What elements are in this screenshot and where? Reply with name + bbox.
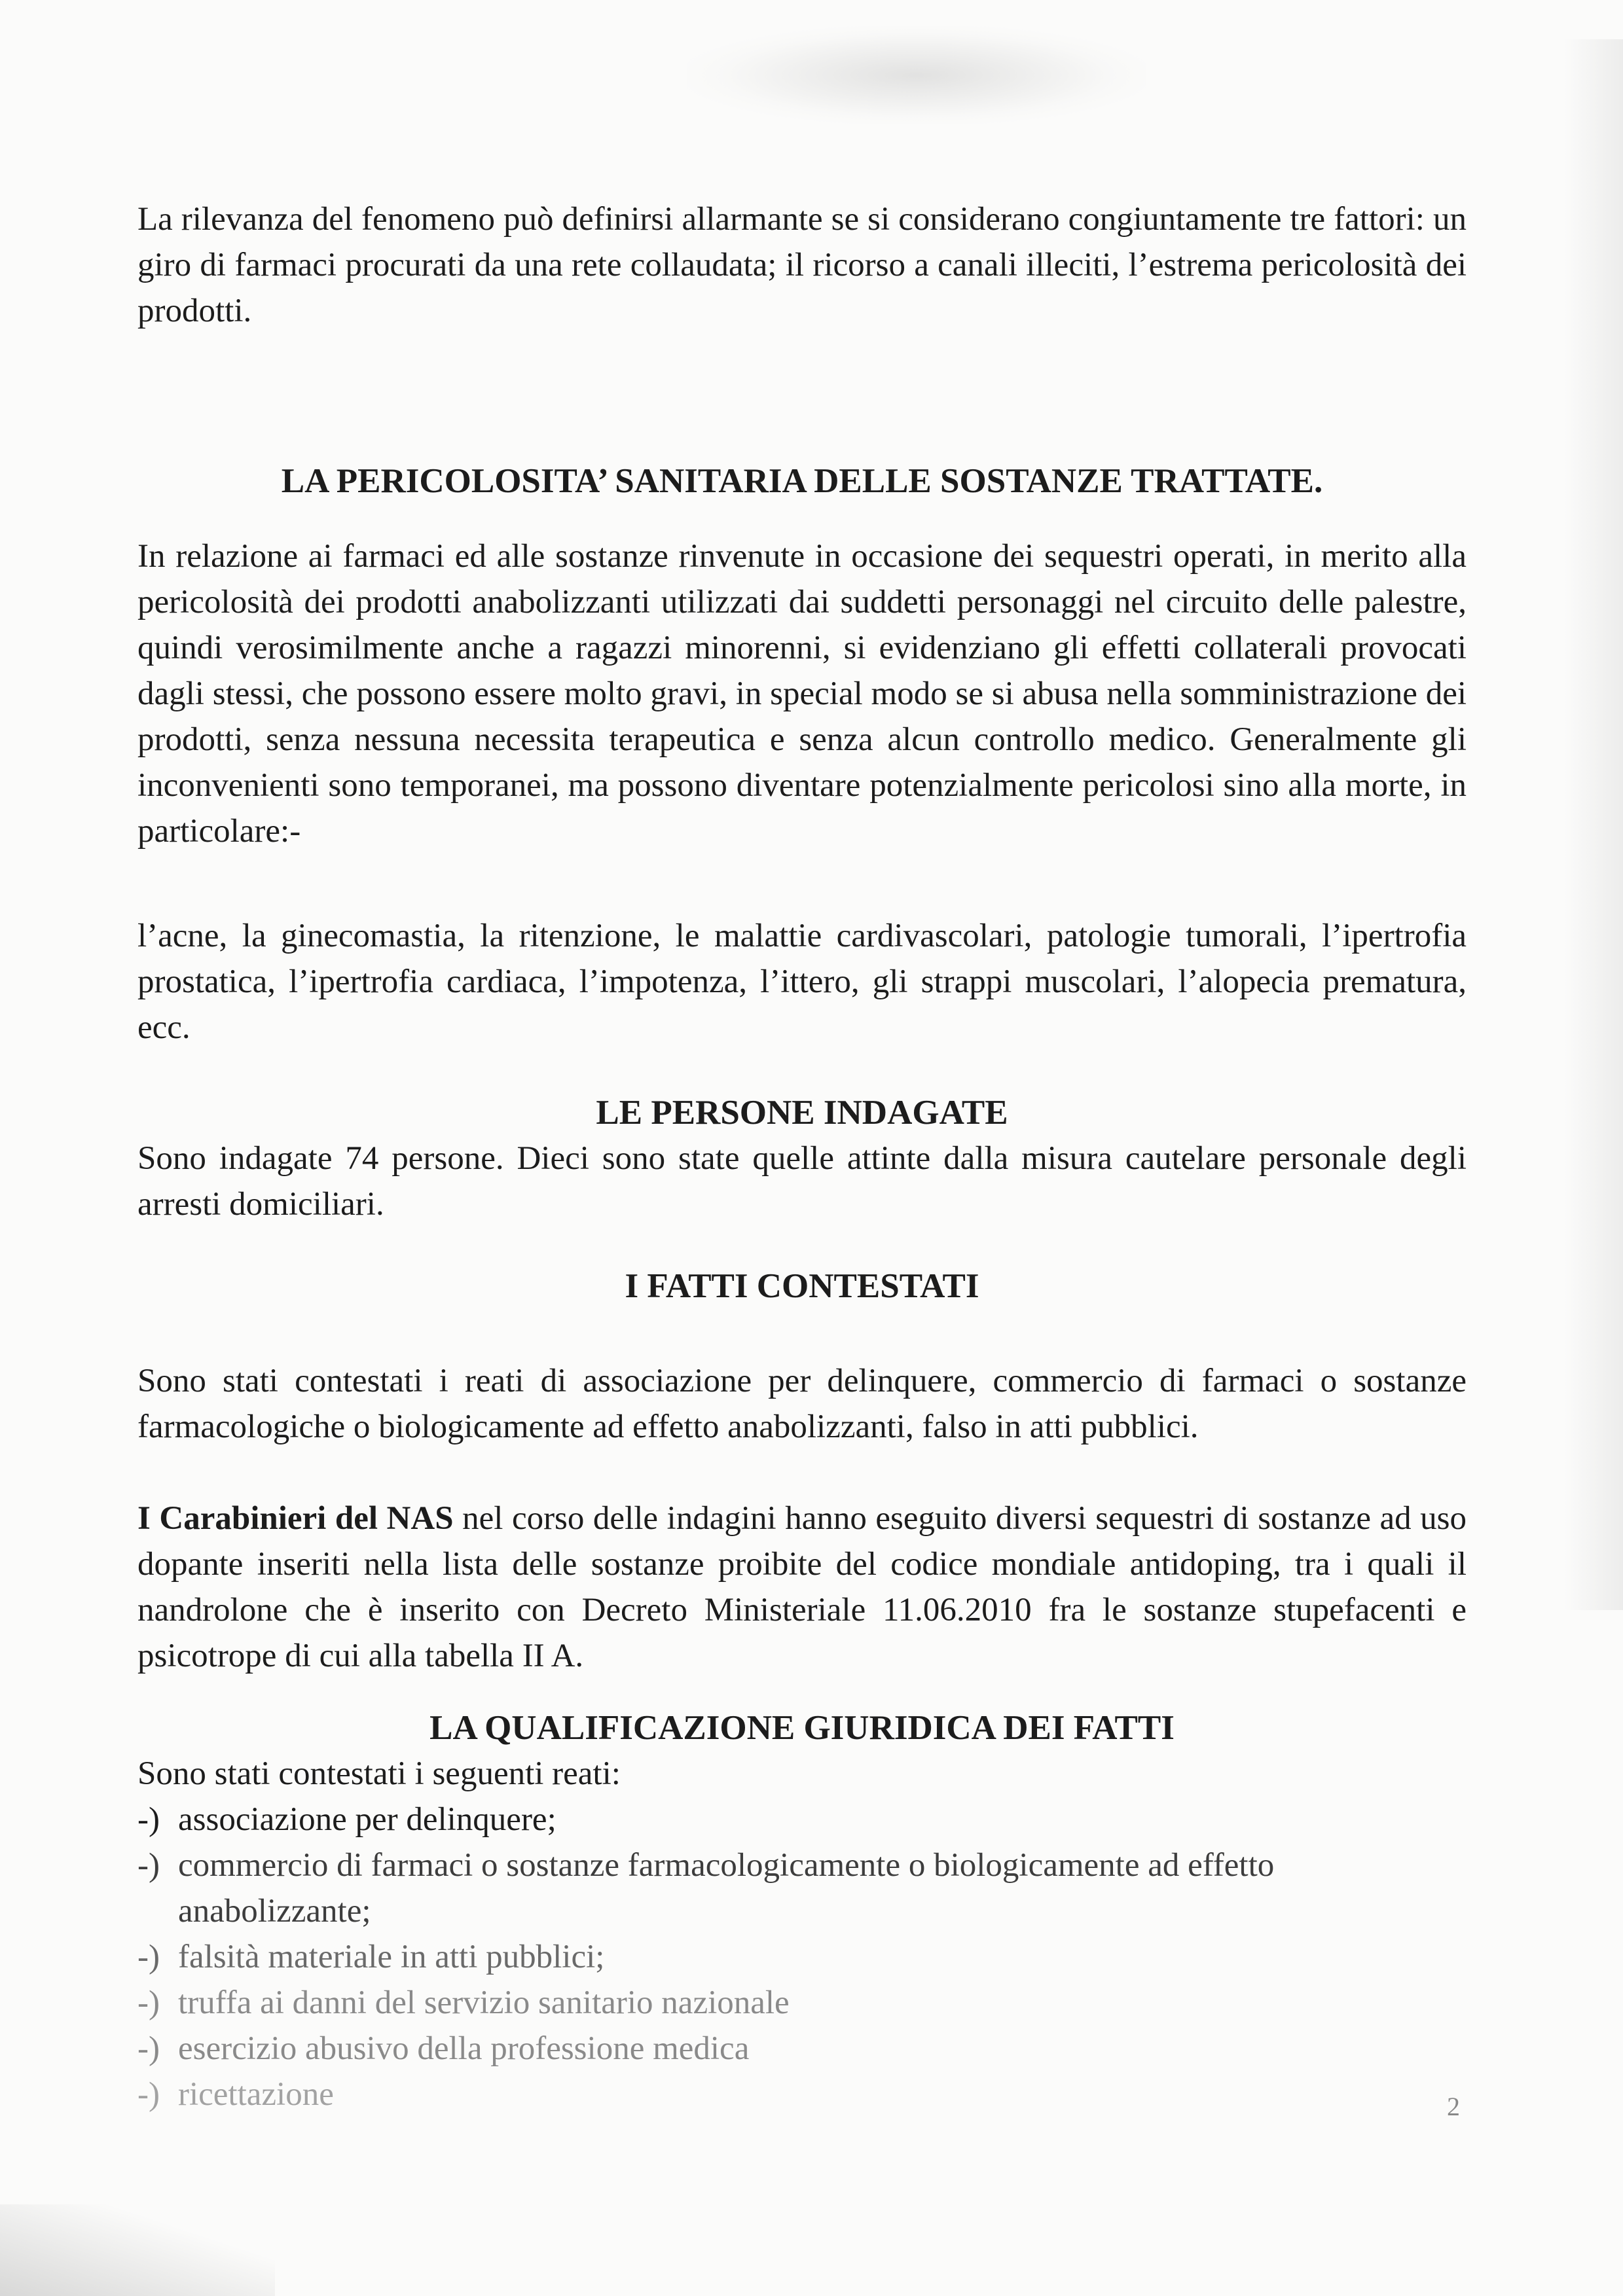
list-bullet: -)	[137, 2030, 160, 2067]
list-bullet: -)	[137, 1801, 160, 1838]
list-item	[137, 2072, 1467, 2117]
scan-artifact-top	[687, 26, 1146, 124]
persone-paragraph: Sono indagate 74 persone. Dieci sono state quelle attinte dalla misura cautelare personale degli arresti domiciliari.	[137, 1140, 1467, 1223]
list-bullet: -)	[137, 1984, 160, 2021]
list-item	[137, 2026, 1467, 2072]
qualificazione-lead: Sono stati contestati i seguenti reati:	[137, 1755, 621, 1792]
heading-persone-indagate: LE PERSONE INDAGATE	[596, 1094, 1008, 1132]
heading-qualificazione: LA QUALIFICAZIONE GIURIDICA DEI FATTI	[429, 1709, 1175, 1747]
list-item-text: ricettazione	[178, 2076, 334, 2113]
heading-fatti-contestati: I FATTI CONTESTATI	[625, 1267, 979, 1305]
nas-paragraph-rest: nel corso delle indagini hanno eseguito diversi sequestri di sostanze ad uso dopante inseriti nella lista delle sostanze proibite del codice mondiale antidoping, tra i quali il nandrolone che è inserito con Decreto Ministeriale 11.06.2010 fra le sostanze stupefacenti e psicotrope di cui alla tabella II A.	[137, 1500, 1467, 1674]
list-item	[137, 1797, 1467, 1842]
list-bullet: -)	[137, 1847, 160, 1884]
list-item-text: truffa ai danni del servizio sanitario nazionale	[178, 1984, 790, 2021]
scan-artifact-right	[1564, 39, 1623, 1610]
nas-bold-lead: I Carabinieri del NAS	[137, 1500, 454, 1537]
reati-list	[137, 1797, 1467, 2117]
pericolosita-paragraph: In relazione ai farmaci ed alle sostanze rinvenute in occasione dei sequestri operati, in merito alla pericolosità dei prodotti anabolizzanti utilizzati dai suddetti personaggi nel circuito delle palestre, quindi verosimilmente anche a ragazzi minorenni, si evidenziano gli effetti collaterali provocati dagli stessi, che possono essere molto gravi, in special modo se si abusa nella somministrazione dei prodotti, senza nessuna necessita terapeutica e senza alcun controllo medico. Generalmente gli inconvenienti sono temporanei, ma possono diventare potenzialmente pericolosi sino alla morte, in particolare:-	[137, 538, 1467, 850]
list-bullet: -)	[137, 1939, 160, 1975]
intro-paragraph: La rilevanza del fenomeno può definirsi allarmante se si considerano congiuntamente tre fattori: un giro di farmaci procurati da una rete collaudata; il ricorso a canali illeciti, l’estrema pericolosità dei prodotti.	[137, 201, 1467, 329]
list-item-text: esercizio abusivo della professione medica	[178, 2030, 750, 2067]
fatti-paragraph: Sono stati contestati i reati di associazione per delinquere, commercio di farmaci o sostanze farmacologiche o biologicamente ad effetto anabolizzanti, falso in atti pubblici.	[137, 1363, 1467, 1445]
list-item-text: falsità materiale in atti pubblici;	[178, 1939, 605, 1975]
pericolosita-effects-list: l’acne, la ginecomastia, la ritenzione, le malattie cardivascolari, patologie tumorali, l’ipertrofia prostatica, l’ipertrofia cardiaca, l’impotenza, l’ittero, gli strappi muscolari, l’alopecia prematura, ecc.	[137, 918, 1467, 1046]
heading-pericolosita: LA PERICOLOSITA’ SANITARIA DELLE SOSTANZE TRATTATE.	[281, 462, 1323, 500]
nas-paragraph	[137, 1496, 1467, 1679]
list-item	[137, 1842, 1467, 1934]
list-bullet: -)	[137, 2076, 160, 2113]
scan-artifact-bottom	[0, 2204, 275, 2296]
list-item-text: associazione per delinquere;	[178, 1801, 556, 1838]
list-item	[137, 1980, 1467, 2026]
list-item-text: commercio di farmaci o sostanze farmacologicamente o biologicamente ad effetto anabolizzante;	[178, 1847, 1275, 1929]
list-item	[137, 1934, 1467, 1980]
page-number: 2	[1447, 2092, 1460, 2121]
